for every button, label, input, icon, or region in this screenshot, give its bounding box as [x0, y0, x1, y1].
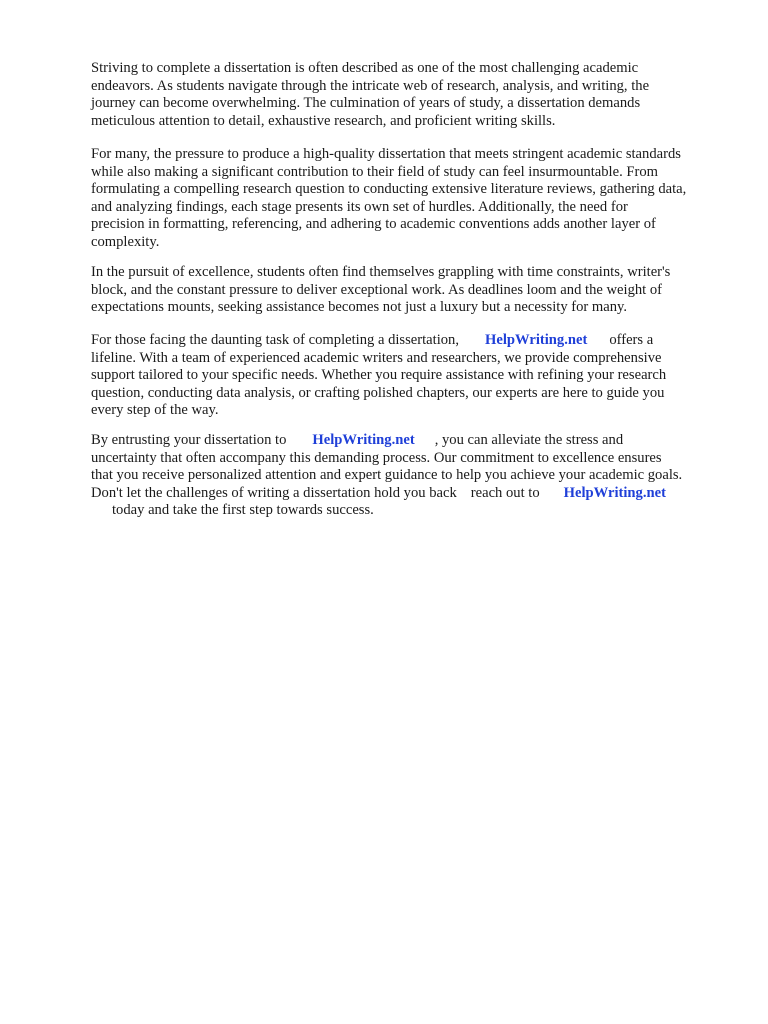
text-line: Striving to complete a dissertation is often described as one of the most challenging academic	[91, 60, 639, 76]
paragraph-intro	[91, 60, 731, 130]
text-line	[91, 502, 731, 520]
text-line: lifeline. With a team of experienced academic writers and researchers, we provide comprehensive	[91, 349, 662, 366]
text-line: precision in formatting, referencing, and adhering to academic conventions adds another layer of	[91, 216, 656, 233]
text-line: uncertainty that often accompany this demanding process. Our commitment to excellence ensures	[91, 449, 662, 466]
text-line	[91, 485, 731, 503]
text-line: while also making a significant contribution to their field of study can feel insurmountable. From	[91, 163, 659, 180]
text-segment: today and take the first step towards success.	[112, 502, 374, 519]
text-line	[91, 332, 731, 350]
paragraph-pressure	[91, 146, 731, 252]
text-line: For many, the pressure to produce a high-quality dissertation that meets stringent academic standards	[91, 146, 681, 162]
text-line: journey can become overwhelming. The culmination of years of study, a dissertation demands	[91, 95, 641, 112]
text-segment: reach out to	[470, 484, 540, 501]
text-line: and analyzing findings, each stage presents its own set of hurdles. Additionally, the need for	[91, 198, 628, 215]
text-line: block, and the constant pressure to deliver exceptional work. As deadlines loom and the weight of	[91, 281, 663, 298]
text-line: formulating a compelling research question to conducting extensive literature reviews, gathering data,	[91, 181, 687, 198]
text-line: that you receive personalized attention and expert guidance to help you achieve your academic goals.	[91, 467, 683, 484]
paragraph-excellence	[91, 264, 731, 317]
text-line: every step of the way.	[91, 402, 219, 419]
helpwriting-link[interactable]: HelpWriting.net	[312, 432, 415, 448]
text-segment: offers a	[609, 332, 654, 348]
paragraph-lifeline	[91, 332, 731, 420]
text-line: expectations mounts, seeking assistance becomes not just a luxury but a necessity for many.	[91, 299, 628, 316]
helpwriting-link[interactable]: HelpWriting.net	[485, 332, 588, 348]
text-segment: Don't let the challenges of writing a dissertation hold you back	[91, 484, 457, 501]
paragraph-call-to-action	[91, 432, 731, 520]
text-line: In the pursuit of excellence, students often find themselves grappling with time constraints, writer's	[91, 264, 671, 280]
text-line: complexity.	[91, 233, 160, 250]
text-line: support tailored to your specific needs. Whether you require assistance with refining your research	[91, 367, 667, 384]
helpwriting-link[interactable]: HelpWriting.net	[563, 484, 666, 501]
text-segment: By entrusting your dissertation to	[91, 432, 287, 448]
text-line: meticulous attention to detail, exhaustive research, and proficient writing skills.	[91, 112, 556, 129]
text-line: endeavors. As students navigate through the intricate web of research, analysis, and writing, the	[91, 77, 650, 94]
text-segment: , you can alleviate the stress and	[434, 432, 624, 448]
text-line	[91, 432, 731, 450]
text-segment: For those facing the daunting task of completing a dissertation,	[91, 332, 460, 348]
text-line: question, conducting data analysis, or crafting polished chapters, our experts are here to guide you	[91, 384, 665, 401]
